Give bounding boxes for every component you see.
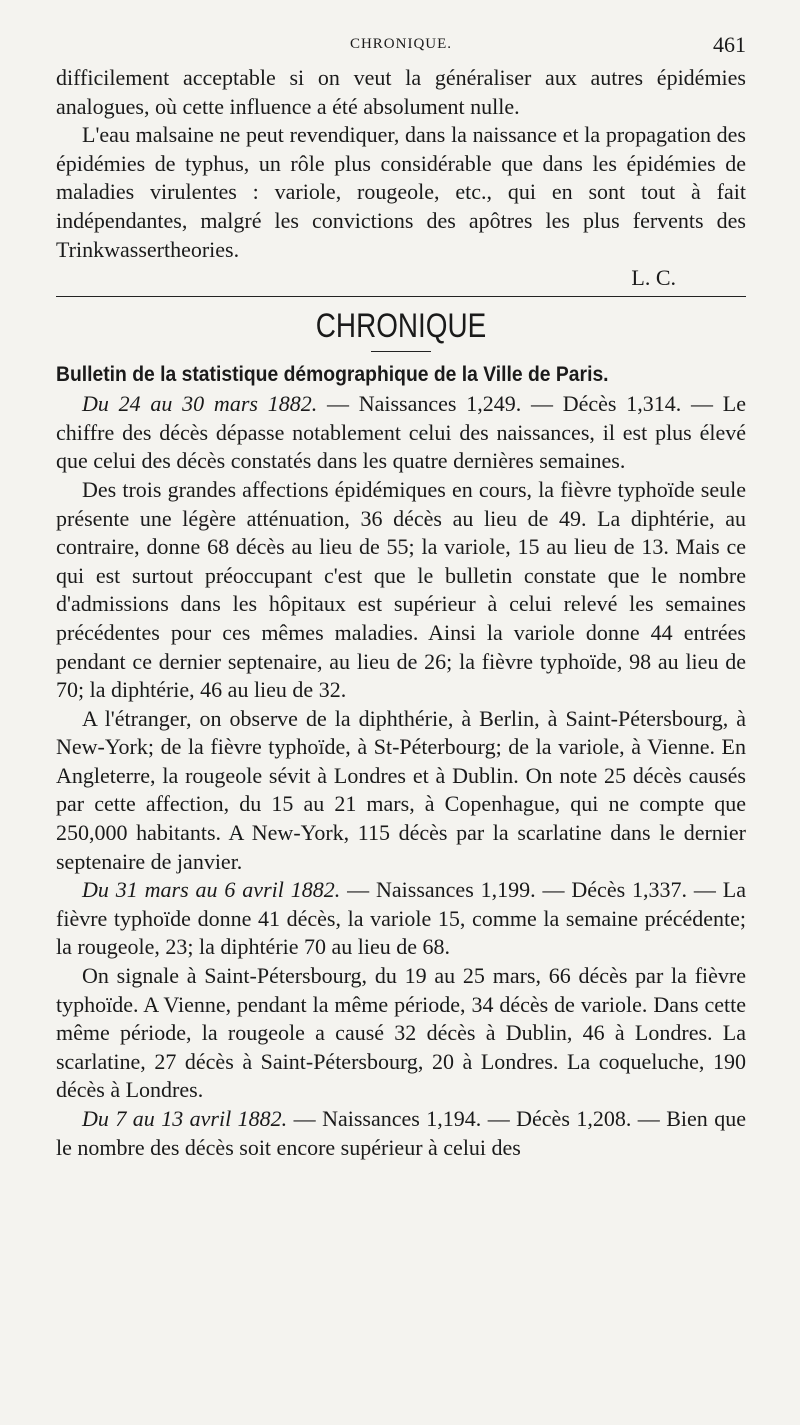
author-signature: L. C. (631, 265, 676, 291)
entry-24-30-mars (56, 390, 746, 476)
entry-text: — Naissances 1,249. — Décès 1,314. — Le chiffre des décès dépasse notablement celui des naissances, il est plus élevé que celui des décès constatés dans les quatre dernières semaines. (56, 391, 746, 474)
entry-text: — Naissances 1,199. — Décès 1,337. — La fièvre typhoïde donne 41 décès, la variole 15, comme la semaine précédente; la rougeole, 23; la diphtérie 70 au lieu de 68. (56, 877, 746, 960)
running-title: CHRONIQUE. (349, 36, 453, 52)
running-head (56, 28, 746, 64)
bulletin-title: Bulletin de la statistique démographique de la Ville de Paris. (56, 363, 609, 387)
entry-7-13-avril (56, 1105, 746, 1162)
document-page (56, 28, 746, 1162)
paragraph-affections: Des trois grandes affections épidémiques en cours, la fièvre typhoïde seule présente une légère atténuation, 36 décès au lieu de 49. La diphtérie, au contraire, donne 68 décès au lieu de 55; la variole, 15 au lieu de 13. Mais ce qui est surtout préoccupant c'est que le bulletin constate que le nombre d'admissions dans les hôpitaux est supérieur à celui relevé les semaines précédentes pour ces mêmes maladies. Ainsi la variole donne 44 entrées pendant ce dernier septenaire, au lieu de 26; la fièvre typhoïde, 98 au lieu de 70; la diphtérie, 46 au lieu de 32. (56, 476, 746, 703)
section-divider (56, 296, 746, 297)
entry-text: — Naissances 1,194. — Décès 1,208. — Bien que le nombre des décès soit encore supérieur à celui des (56, 1106, 746, 1160)
entry-date: Du 7 au 13 avril 1882. (82, 1106, 288, 1131)
entry-date: Du 31 mars au 6 avril 1882. (82, 877, 341, 903)
section-heading: CHRONIQUE (315, 307, 487, 346)
entry-date: Du 24 au 30 mars 1882. (82, 391, 318, 417)
paragraph-saint-petersbourg: On signale à Saint-Pétersbourg, du 19 au 25 mars, 66 décès par la fièvre typhoïde. A Vienne, pendant la même période, 34 décès de variole. Dans cette même période, la rougeole a causé 32 décès à Dublin, 46 à Londres. La scarlatine, 27 décès à Saint-Pétersbourg, 20 à Londres. La coqueluche, 190 décès à Londres. (56, 963, 746, 1103)
entry-31-mars-6-avril (56, 876, 746, 962)
paragraph-eau-malsaine: L'eau malsaine ne peut revendiquer, dans la naissance et la propagation des épidémies de typhus, un rôle plus considérable que dans les épidémies de maladies virulentes : variole, rougeole, etc., qui en sont tout à fait indépendantes, malgré les convictions des apôtres les plus fervents des Trinkwassertheories. (56, 122, 746, 262)
page-number: 461 (713, 32, 746, 57)
heading-underline (371, 351, 431, 352)
paragraph-etranger: A l'étranger, on observe de la diphthérie, à Berlin, à Saint-Pétersbourg, à New-York; de la fièvre typhoïde, à St-Péterbourg; de la variole, à Vienne. En Angleterre, la rougeole sévit à Londres et à Dublin. On note 25 décès causés par cette affection, du 15 au 21 mars, à Copenhague, qui ne compte que 250,000 habitants. A New-York, 115 décès par la scarlatine dans le dernier septenaire de janvier. (56, 705, 746, 874)
paragraph-continued: difficilement acceptable si on veut la généraliser aux autres épidémies analogues, où cette influence a été absolument nulle. (56, 65, 746, 119)
